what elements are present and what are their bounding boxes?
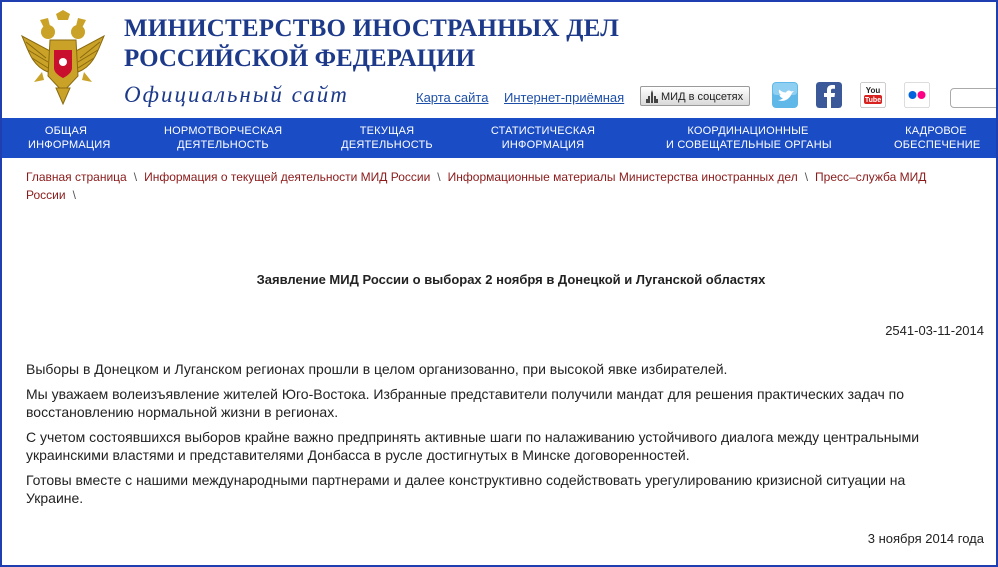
nav-general-information[interactable]: ОБЩАЯ ИНФОРМАЦИЯ bbox=[28, 125, 111, 151]
breadcrumb-separator: \ bbox=[804, 170, 809, 184]
breadcrumb-current-activity[interactable]: Информация о текущей деятельности МИД России bbox=[144, 170, 431, 184]
social-networks-button[interactable] bbox=[640, 86, 750, 106]
document-paragraph: Готовы вместе с нашими международными партнерами и далее конструктивно содействовать урегулированию кризисной ситуации на Украине. bbox=[26, 472, 906, 506]
document-date: 3 ноября 2014 года bbox=[867, 531, 984, 546]
twitter-icon[interactable] bbox=[772, 82, 798, 108]
site-subtitle: Официальный сайт bbox=[124, 82, 349, 107]
nav-coordination-bodies[interactable]: КООРДИНАЦИОННЫЕ И СОВЕЩАТЕЛЬНЫЕ ОРГАНЫ bbox=[666, 125, 832, 151]
flickr-icon[interactable] bbox=[904, 82, 930, 108]
breadcrumb-separator: \ bbox=[133, 170, 138, 184]
document-body bbox=[26, 360, 966, 514]
building-icon bbox=[646, 90, 658, 103]
nav-current-activity[interactable]: ТЕКУЩАЯ ДЕЯТЕЛЬНОСТЬ bbox=[341, 125, 433, 151]
main-navigation bbox=[2, 118, 996, 158]
ministry-title-line1: МИНИСТЕРСТВО ИНОСТРАННЫХ ДЕЛ bbox=[124, 15, 620, 42]
nav-personnel[interactable]: КАДРОВОЕ ОБЕСПЕЧЕНИЕ bbox=[894, 125, 981, 151]
coat-of-arms-logo[interactable] bbox=[18, 10, 108, 106]
breadcrumb-home[interactable]: Главная страница bbox=[26, 170, 127, 184]
internet-reception-link[interactable]: Интернет-приёмная bbox=[504, 90, 625, 105]
site-header bbox=[2, 2, 996, 118]
document-paragraph: С учетом состоявшихся выборов крайне важно предпринять активные шаги по налаживанию устойчивого диалога между центральными украинскими властями и представителями Донбасса в русле достигнутых в Минске договоренностей. bbox=[26, 429, 920, 463]
nav-lawmaking-activity[interactable]: НОРМОТВОРЧЕСКАЯ ДЕЯТЕЛЬНОСТЬ bbox=[164, 125, 283, 151]
svg-text:Tube: Tube bbox=[864, 97, 882, 104]
social-networks-label: МИД в соцсетях bbox=[661, 91, 744, 103]
document-paragraph: Выборы в Донецком и Луганском регионах прошли в целом организованно, при высокой явке избирателей. bbox=[26, 361, 728, 377]
ministry-title-line2: РОССИЙСКОЙ ФЕДЕРАЦИИ bbox=[124, 45, 476, 72]
document-number: 2541-03-11-2014 bbox=[885, 323, 984, 338]
breadcrumb-separator: \ bbox=[72, 188, 76, 202]
nav-statistical-information[interactable]: СТАТИСТИЧЕСКАЯ ИНФОРМАЦИЯ bbox=[490, 125, 596, 151]
document-title: Заявление МИД России о выборах 2 ноября в Донецкой и Луганской областях bbox=[256, 272, 766, 287]
breadcrumb-separator: \ bbox=[437, 170, 441, 184]
breadcrumb-press-service[interactable]: Пресс–служба МИД России bbox=[26, 170, 927, 202]
youtube-icon[interactable] bbox=[860, 82, 886, 108]
facebook-icon[interactable] bbox=[816, 82, 842, 108]
search-input[interactable] bbox=[950, 88, 998, 108]
sitemap-link[interactable]: Карта сайта bbox=[416, 90, 489, 105]
document-paragraph: Мы уважаем волеизъявление жителей Юго-Востока. Избранные представители получили мандат для решения практических задач по восстановлению нормальной жизни в регионах. bbox=[26, 386, 904, 420]
breadcrumb-information-materials[interactable]: Информационные материалы Министерства иностранных дел bbox=[447, 170, 798, 184]
svg-text:You: You bbox=[865, 86, 881, 95]
breadcrumb bbox=[26, 168, 956, 204]
